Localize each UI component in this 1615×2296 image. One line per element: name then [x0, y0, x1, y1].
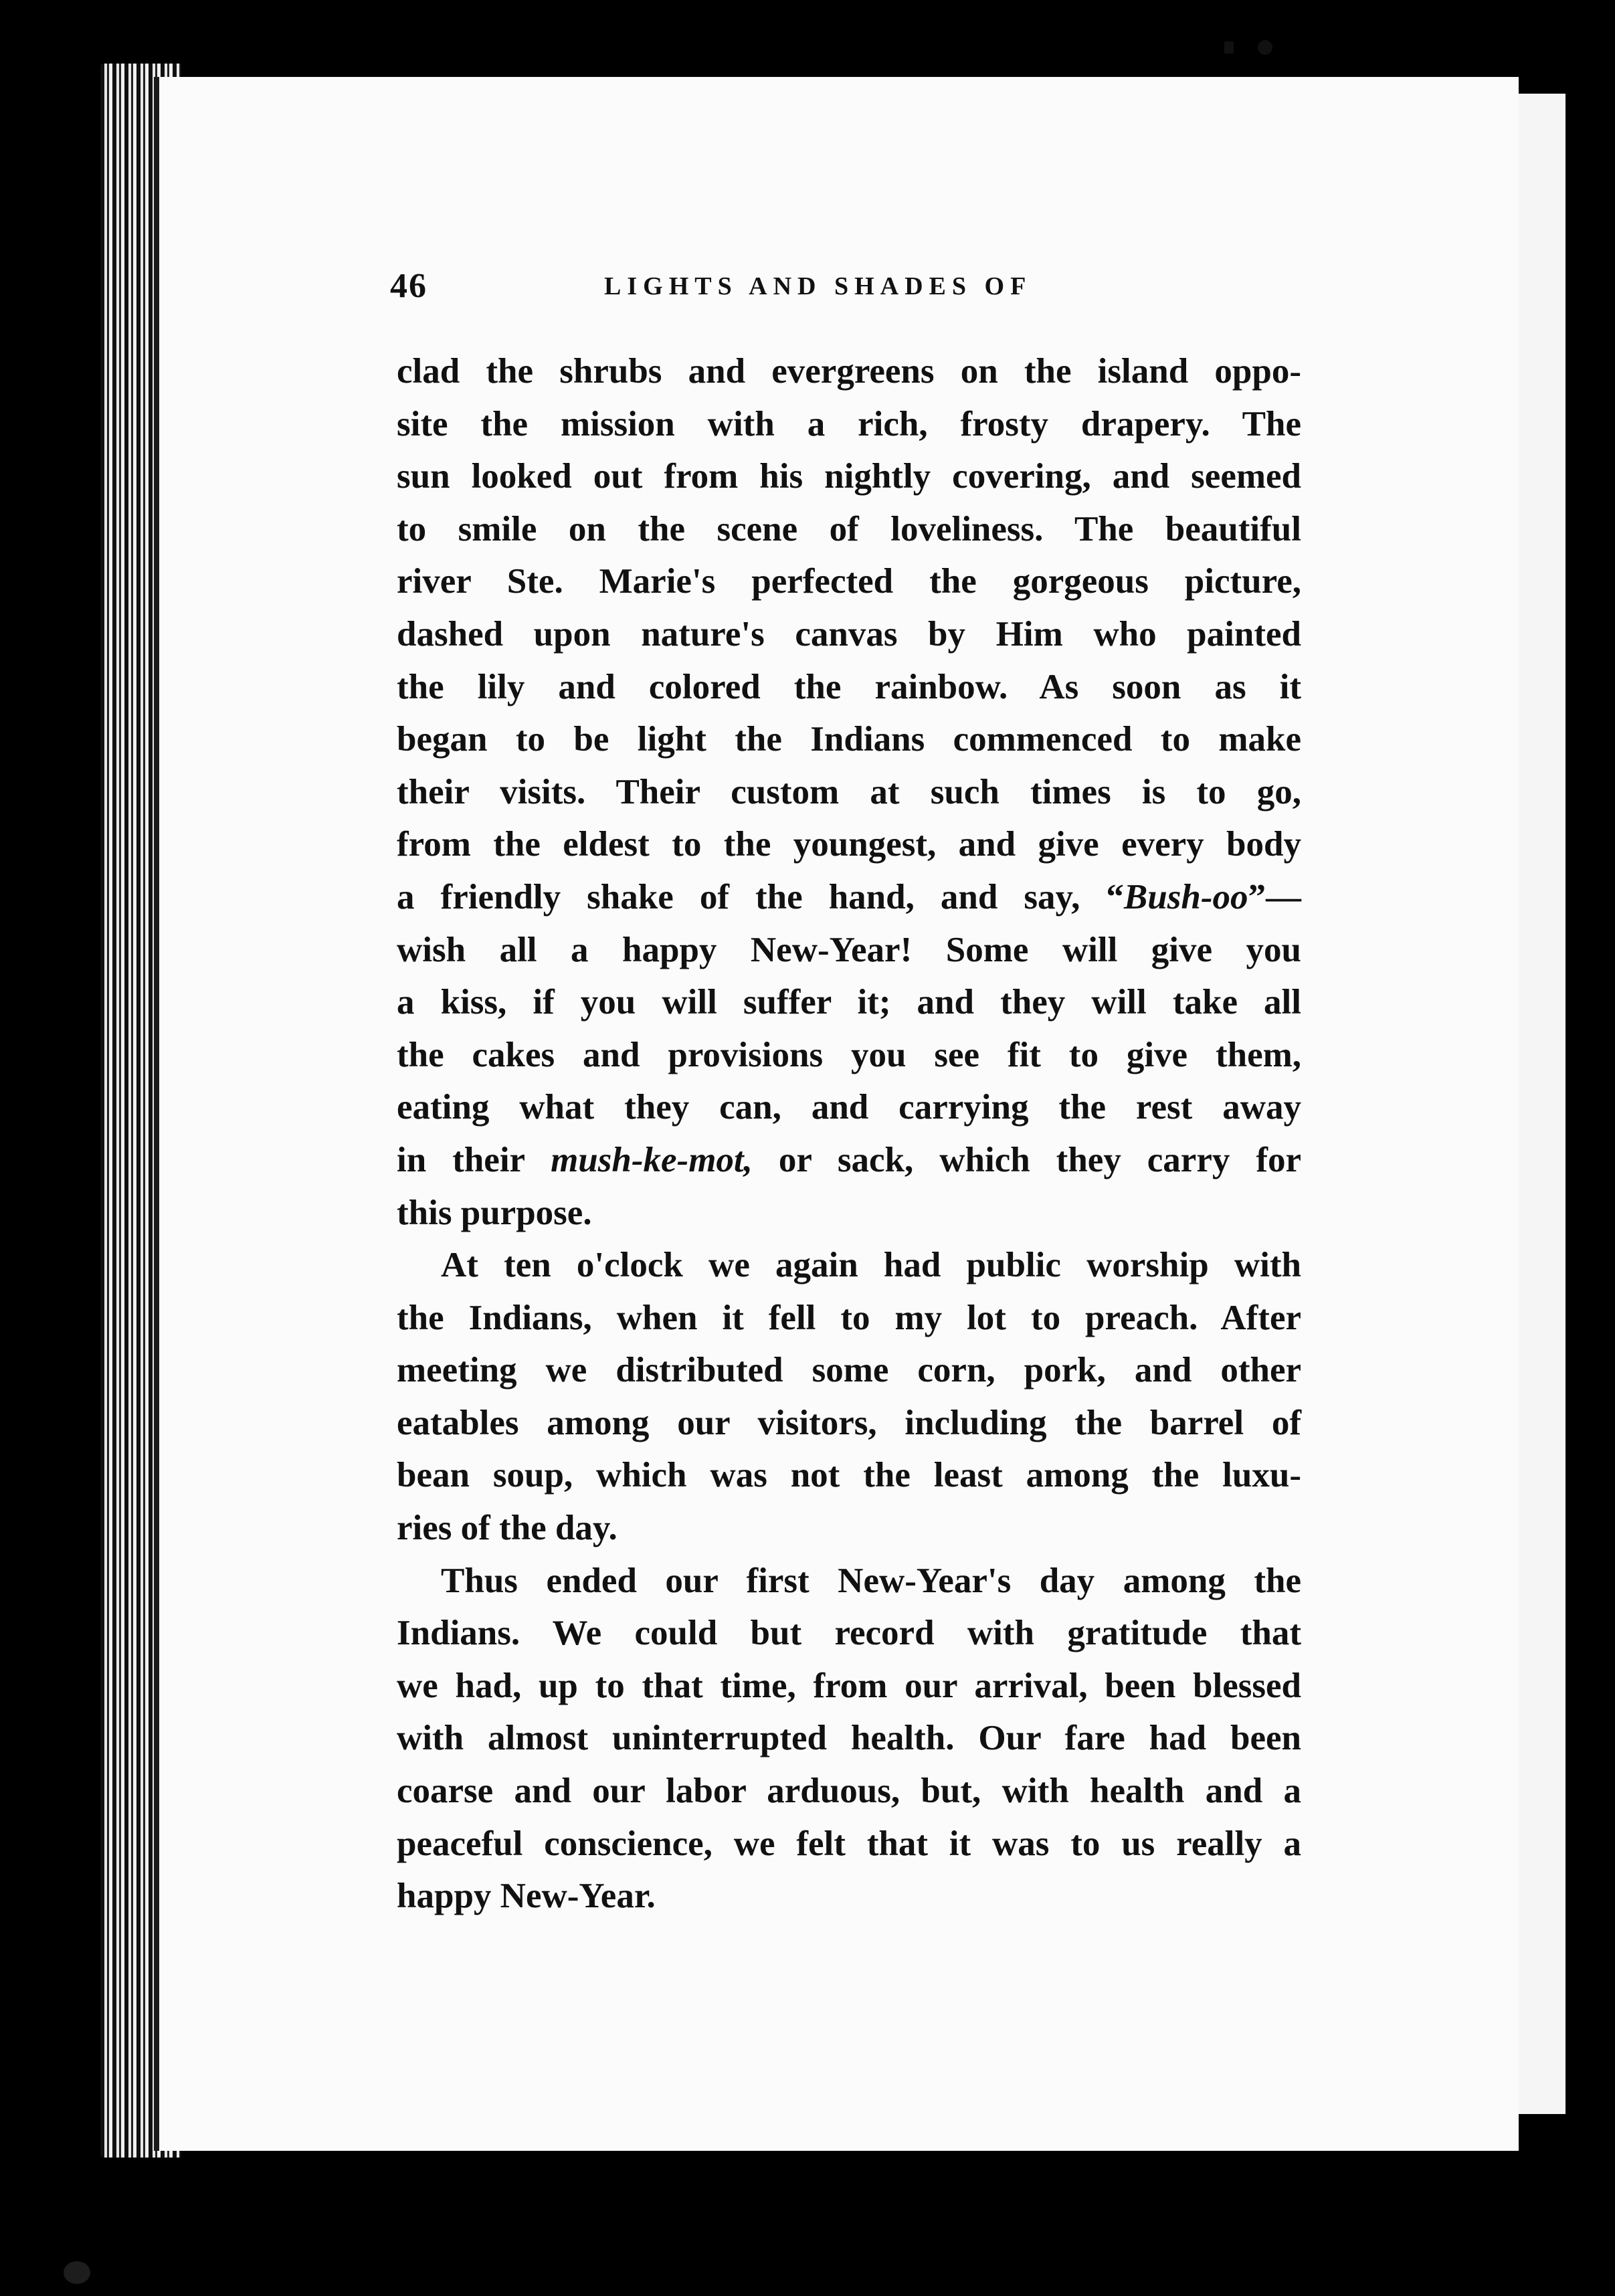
paragraph: [397, 1555, 1301, 1923]
text-line: a kiss, if you will suffer it; and they will take all: [397, 983, 1301, 1022]
text-line: the cakes and provisions you see fit to give them,: [397, 1035, 1301, 1074]
text-line: this purpose.: [397, 1193, 592, 1232]
text-line: site the mission with a rich, frosty drapery. The: [397, 404, 1301, 444]
text-line: dashed upon nature's canvas by Him who painted: [397, 614, 1301, 654]
text-line: the Indians, when it fell to my lot to preach. After: [397, 1298, 1301, 1337]
text-line: we had, up to that time, from our arrival, been blessed: [397, 1666, 1301, 1705]
paragraph: [397, 1239, 1301, 1555]
text-line: river Ste. Marie's perfected the gorgeous picture,: [397, 562, 1301, 601]
text-line: began to be light the Indians commenced to make: [397, 720, 1301, 759]
text-segment: or sack, which they carry for: [752, 1140, 1301, 1179]
text-line: Indians. We could but record with gratitude that: [397, 1614, 1301, 1653]
italic-term: mush-ke-mot,: [551, 1140, 753, 1179]
text-line: from the eldest to the youngest, and give every body: [397, 825, 1301, 864]
text-line: peaceful conscience, we felt that it was to us really a: [397, 1824, 1301, 1863]
text-line: At ten o'clock we again had public worship with: [441, 1246, 1301, 1285]
text-segment: ”—: [1248, 877, 1301, 917]
text-line: meeting we distributed some corn, pork, and other: [397, 1351, 1301, 1390]
text-segment: in their: [397, 1140, 551, 1179]
scan-speck: [1258, 40, 1272, 55]
text-line: coarse and our labor arduous, but, with health and a: [397, 1772, 1301, 1811]
text-line: eating what they can, and carrying the rest away: [397, 1088, 1301, 1127]
text-line: [397, 1134, 1301, 1187]
text-line: bean soup, which was not the least among the luxu-: [397, 1456, 1301, 1495]
text-line: with almost uninterrupted health. Our fare had been: [397, 1719, 1301, 1758]
text-line: eatables among our visitors, including the barrel of: [397, 1403, 1301, 1442]
text-line: sun looked out from his nightly covering, and seemed: [397, 457, 1301, 496]
text-line: clad the shrubs and evergreens on the island oppo-: [397, 352, 1301, 391]
page-header: [390, 266, 1307, 313]
page-number: 46: [390, 267, 428, 305]
text-line: their visits. Their custom at such times is to go,: [397, 772, 1301, 811]
paragraph: [397, 345, 1301, 1239]
text-line: ries of the day.: [397, 1509, 618, 1548]
text-line: the lily and colored the rainbow. As soon as it: [397, 667, 1301, 706]
text-line: [397, 871, 1301, 924]
scan-speck: [1224, 41, 1234, 54]
text-line: to smile on the scene of loveliness. The beautiful: [397, 509, 1301, 549]
text-line: Thus ended our first New-Year's day among the: [441, 1561, 1301, 1600]
text-segment: a friendly shake of the hand, and say, “: [397, 877, 1124, 917]
italic-term: Bush-oo: [1123, 877, 1248, 917]
body-text: [397, 345, 1301, 1923]
scan-speck: [64, 2261, 90, 2284]
text-line: wish all a happy New-Year! Some will give you: [397, 930, 1301, 969]
running-head: LIGHTS AND SHADES OF: [604, 272, 1032, 300]
text-line: happy New-Year.: [397, 1877, 656, 1916]
